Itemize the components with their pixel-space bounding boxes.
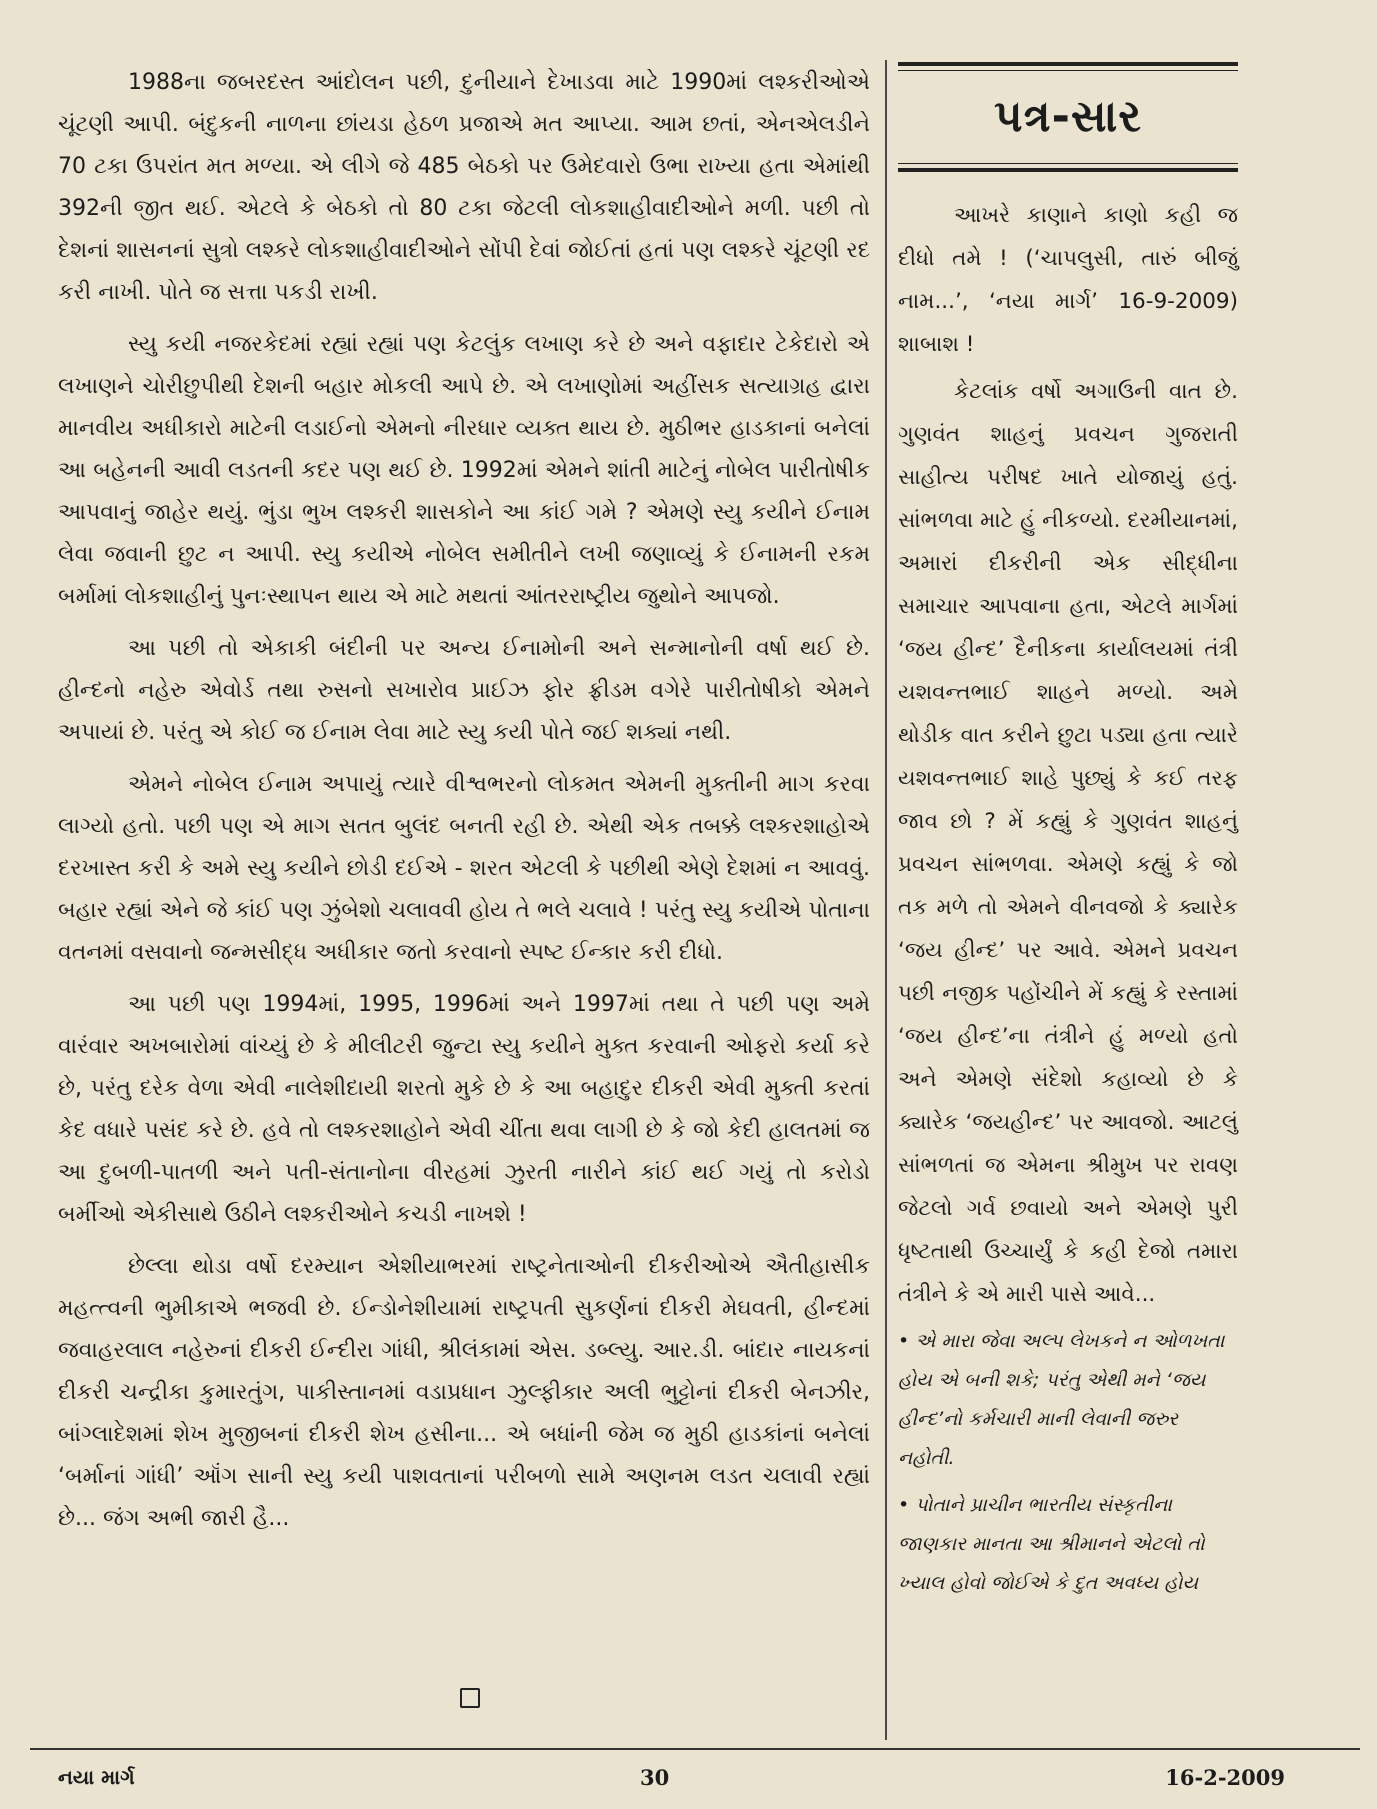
article-paragraph: આ પછી તો એકાકી બંદીની પર અન્ય ઈનામોની અને સન્માનોની વર્ષા થઈ છે. હીન્દનો નહેરુ એવોર્ડ તથા રુસનો સખારોવ પ્રાઈઝ ફોર ફ્રીડમ વગેરે પારીતોષીકો એમને અપાયાં છે. પરંતુ એ કોઈ જ ઈનામ લેવા માટે સ્યુ કયી પોતે જઈ શક્યાં નથી. — [58, 636, 870, 745]
article-end-square-icon — [460, 1688, 480, 1708]
article-paragraph: છેલ્લા થોડા વર્ષો દરમ્યાન એશીયાભરમાં રાષ્ટ્રનેતાઓની દીકરીઓએ ઐતીહાસીક મહત્ત્વની ભુમીકાએ ભજવી છે. ઈન્ડોનેશીયામાં રાષ્ટ્રપતી સુકર્ણનાં દીકરી મેઘવતી, હીન્દમાં જવાહરલાલ નહેરુનાં દીકરી ઈન્દીરા ગાંધી, શ્રીલંકામાં એસ. ડબ્લ્યુ. આર.ડી. બાંદાર નાયકનાં દીકરી ચન્દ્રીકા કુમારતુંગ, પાકીસ્તાનમાં વડાપ્રધાન ઝુલ્ફીકાર અલી ભુટ્ટોનાં દીકરી બેનઝીર, બાંગ્લાદેશમાં શેખ મુજીબનાં દીકરી શેખ હસીના... એ બધાંની જેમ જ મુઠી હાડકાંનાં બનેલાં ‘બર્માનાં ગાંધી’ ઑંગ સાની સ્યુ કયી પાશવતાનાં પરીબળો સામે અણનમ લડત ચલાવી રહ્યાં છે... જંગ અભી જારી હૈ... — [58, 1254, 870, 1531]
section-title: પત્ર-સાર — [993, 91, 1143, 142]
letter-paragraph: આખરે કાણાને કાણો કહી જ દીધો તમે ! (‘ચાપલુસી, તારું બીજું નામ...’, ‘નયા માર્ગ’ 16-9-2009) શાબાશ ! — [898, 203, 1238, 357]
title-rule-top — [898, 62, 1238, 71]
letters-column — [898, 62, 1238, 1611]
footer-date: 16-2-2009 — [1165, 1765, 1285, 1790]
letter-note: • એ મારા જેવા અલ્પ લેખકને ન ઓળખતા હોય એ બની શકે; પરંતુ એથી મને ‘જય હીન્દ’નો કર્મચારી માની લેવાની જરુર નહોતી. — [898, 1330, 1225, 1469]
article-paragraph: આ પછી પણ 1994માં, 1995, 1996માં અને 1997માં તથા તે પછી પણ અમે વારંવાર અખબારોમાં વાંચ્યું છે કે મીલીટરી જુન્ટા સ્યુ કયીને મુક્ત કરવાની ઓફરો કર્યા કરે છે, પરંતુ દરેક વેળા એવી નાલેશીદાયી શરતો મુકે છે કે આ બહાદુર દીકરી એવી મુક્તી કરતાં કેદ વધારે પસંદ કરે છે. હવે તો લશ્કરશાહોને એવી ચીંતા થવા લાગી છે કે જો કેદી હાલતમાં જ આ દુબળી-પાતળી અને પતી-સંતાનોના વીરહમાં ઝુરતી નારીને કાંઈ થઈ ગયું તો કરોડો બર્મીઓ એકીસાથે ઉઠીને લશ્કરીઓને કચડી નાખશે ! — [58, 992, 870, 1227]
article-paragraph: એમને નોબેલ ઈનામ અપાયું ત્યારે વીશ્વભરનો લોકમત એમની મુક્તીની માગ કરવા લાગ્યો હતો. પછી પણ એ માગ સતત બુલંદ બનતી રહી છે. એથી એક તબક્કે લશ્કરશાહોએ દરખાસ્ત કરી કે અમે સ્યુ કયીને છોડી દઈએ - શરત એટલી કે પછીથી એણે દેશમાં ન આવવું. બહાર રહ્યાં એને જે કાંઈ પણ ઝુંબેશો ચલાવવી હોય તે ભલે ચલાવે ! પરંતુ સ્યુ કયીએ પોતાના વતનમાં વસવાનો જન્મસીદ્ધ અધીકાર જતો કરવાનો સ્પષ્ટ ઈન્કાર કરી દીધો. — [58, 772, 870, 965]
article-column — [58, 62, 870, 1550]
article-paragraph: 1988ના જબરદસ્ત આંદોલન પછી, દુનીયાને દેખાડવા માટે 1990માં લશ્કરીઓએ ચૂંટણી આપી. બંદુકની નાળના છાંયડા હેઠળ પ્રજાએ મત આપ્યા. આમ છતાં, એનએલડીને 70 ટકા ઉપરાંત મત મળ્યા. એ લીગે જે 485 બેઠકો પર ઉમેદવારો ઉભા રાખ્યા હતા એમાંથી 392ની જીત થઈ. એટલે કે બેઠકો તો 80 ટકા જેટલી લોકશાહીવાદીઓને મળી. પછી તો દેશનાં શાસનનાં સુત્રો લશ્કરે લોકશાહીવાદીઓને સોંપી દેવાં જોઈતાં હતાં પણ લશ્કરે ચૂંટણી રદ કરી નાખી. પોતે જ સત્તા પકડી રાખી. — [58, 70, 870, 305]
title-rule-bottom — [898, 163, 1238, 172]
letter-note: • પોતાને પ્રાચીન ભારતીય સંસ્કૃતીના જાણકાર માનતા આ શ્રીમાનને એટલો તો ખ્યાલ હોવો જોઈએ કે દુત અવધ્ય હોય — [898, 1494, 1205, 1594]
footer-page-number: 30 — [640, 1765, 670, 1790]
column-divider — [885, 60, 887, 1740]
footer-rule — [30, 1748, 1360, 1750]
letter-body — [898, 194, 1238, 1316]
letter-paragraph: કેટલાંક વર્ષો અગાઉની વાત છે. ગુણવંત શાહનું પ્રવચન ગુજરાતી સાહીત્ય પરીષદ ખાતે યોજાયું હતું. સાંભળવા માટે હું નીકળ્યો. દરમીયાનમાં, અમારાં દીકરીની એક સીદ્ધીના સમાચાર આપવાના હતા, એટલે માર્ગમાં ‘જય હીન્દ’ દૈનીકના કાર્યાલયમાં તંત્રી યશવન્તભાઈ શાહને મળ્યો. અમે થોડીક વાત કરીને છુટા પડ્યા હતા ત્યારે યશવન્તભાઈ શાહે પુછ્યું કે કઈ તરફ જાવ છો ? મેં કહ્યું કે ગુણવંત શાહનું પ્રવચન સાંભળવા. એમણે કહ્યું કે જો તક મળે તો એમને વીનવજો કે ક્યારેક ‘જય હીન્દ’ પર આવે. એમને પ્રવચન પછી નજીક પહોંચીને મેં કહ્યું કે રસ્તામાં ‘જય હીન્દ’ના તંત્રીને હું મળ્યો હતો અને એમણે સંદેશો કહાવ્યો છે કે ક્યારેક ‘જયહીન્દ’ પર આવજો. આટલું સાંભળતાં જ એમના શ્રીમુખ પર રાવણ જેટલો ગર્વ છવાયો અને એમણે પુરી ધૃષ્ટતાથી ઉચ્ચાર્યું કે કહી દેજો તમારા તંત્રીને કે એ મારી પાસે આવે... — [898, 379, 1238, 1307]
article-paragraph: સ્યુ કયી નજરકેદમાં રહ્યાં રહ્યાં પણ કેટલુંક લખાણ કરે છે અને વફાદાર ટેકેદારો એ લખાણને ચોરીછુપીથી દેશની બહાર મોકલી આપે છે. એ લખાણોમાં અહીંસક સત્યાગ્રહ દ્વારા માનવીય અધીકારો માટેની લડાઈનો એમનો નીરધાર વ્યક્ત થાય છે. મુઠીભર હાડકાનાં બનેલાં આ બહેનની આવી લડતની કદર પણ થઈ છે. 1992માં એમને શાંતી માટેનું નોબેલ પારીતોષીક આપવાનું જાહેર થયું. ભુંડા ભુખ લશ્કરી શાસકોને આ કાંઈ ગમે ? એમણે સ્યુ કયીને ઈનામ લેવા જવાની છુટ ન આપી. સ્યુ કયીએ નોબેલ સમીતીને લખી જણાવ્યું કે ઈનામની રકમ બર્મામાં લોકશાહીનું પુનઃસ્થાપન થાય એ માટે મથતાં આંતરરાષ્ટ્રીય જુથોને આપજો. — [58, 332, 870, 609]
footer-magazine-name: નયા માર્ગ — [58, 1765, 135, 1789]
